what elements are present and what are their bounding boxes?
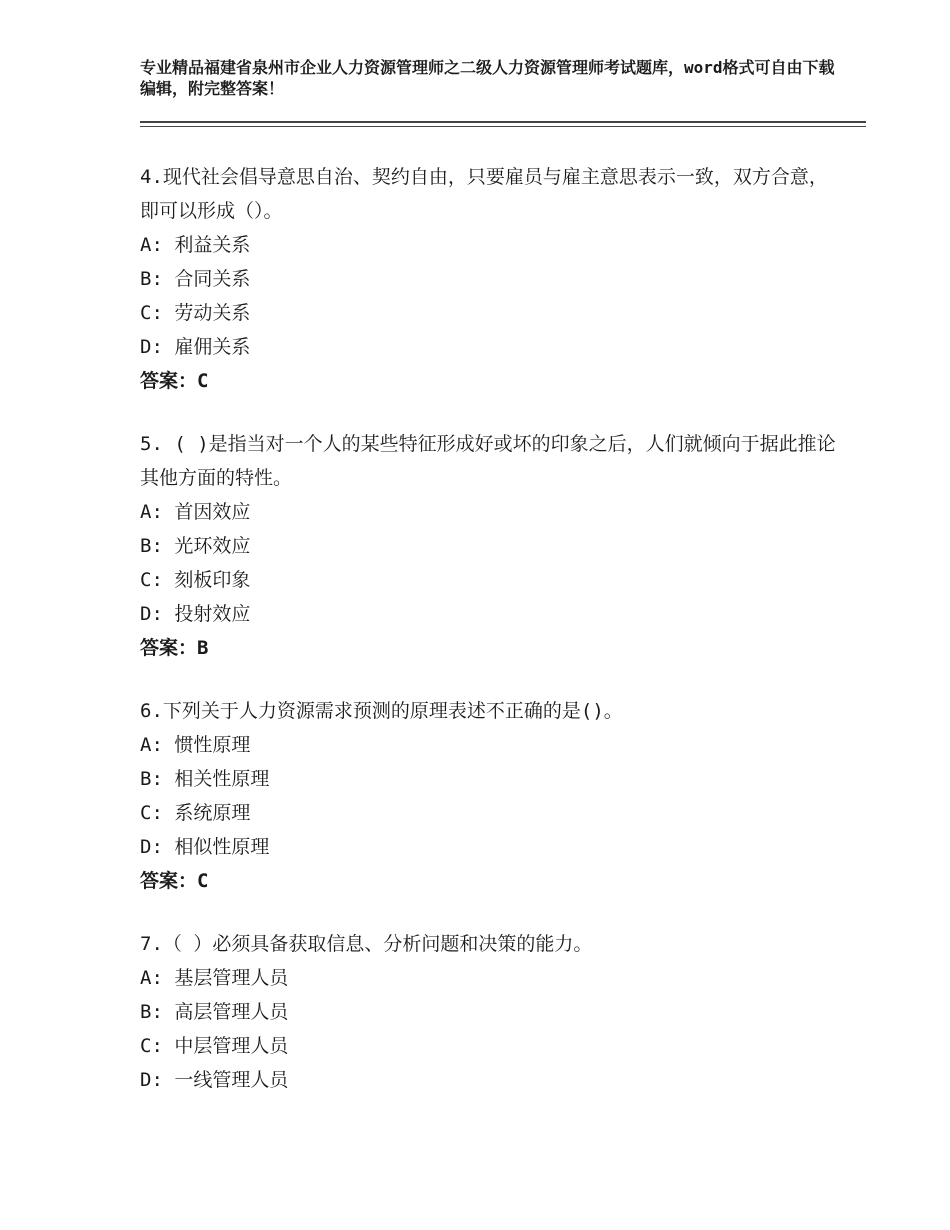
answer-key: 答案：C bbox=[140, 870, 209, 892]
option-c: C: 系统原理 bbox=[140, 802, 251, 824]
question-stem: 7.（ ）必须具备获取信息、分析问题和决策的能力。 bbox=[140, 933, 593, 955]
question-4 bbox=[140, 160, 840, 398]
option-a: A: 利益关系 bbox=[140, 234, 251, 256]
question-7 bbox=[140, 927, 840, 1097]
option-d: D: 一线管理人员 bbox=[140, 1069, 289, 1091]
header-divider-thin bbox=[140, 126, 866, 127]
option-b: B: 相关性原理 bbox=[140, 768, 270, 790]
question-stem: 6.下列关于人力资源需求预测的原理表述不正确的是()。 bbox=[140, 700, 623, 722]
option-b: B: 合同关系 bbox=[140, 268, 251, 290]
option-c: C: 劳动关系 bbox=[140, 302, 251, 324]
header-divider-thick bbox=[140, 121, 866, 123]
document-header: 专业精品福建省泉州市企业人力资源管理师之二级人力资源管理师考试题库，word格式可自由下载编辑，附完整答案！ bbox=[140, 58, 835, 98]
option-b: B: 光环效应 bbox=[140, 535, 251, 557]
option-c: C: 中层管理人员 bbox=[140, 1035, 289, 1057]
question-stem: 5. ( )是指当对一个人的某些特征形成好或坏的印象之后，人们就倾向于据此推论其他方面的特性。 bbox=[140, 433, 836, 489]
option-d: D: 投射效应 bbox=[140, 603, 251, 625]
option-d: D: 相似性原理 bbox=[140, 836, 270, 858]
answer-key: 答案：B bbox=[140, 637, 209, 659]
option-d: D: 雇佣关系 bbox=[140, 336, 251, 358]
option-a: A: 首因效应 bbox=[140, 501, 251, 523]
answer-key: 答案：C bbox=[140, 370, 209, 392]
option-c: C: 刻板印象 bbox=[140, 569, 251, 591]
option-a: A: 惯性原理 bbox=[140, 734, 251, 756]
question-stem: 4.现代社会倡导意思自治、契约自由，只要雇员与雇主意思表示一致，双方合意，即可以形成（）。 bbox=[140, 166, 828, 222]
question-6 bbox=[140, 694, 840, 898]
option-b: B: 高层管理人员 bbox=[140, 1001, 289, 1023]
question-list bbox=[140, 160, 840, 1126]
question-5 bbox=[140, 427, 840, 665]
option-a: A: 基层管理人员 bbox=[140, 967, 289, 989]
